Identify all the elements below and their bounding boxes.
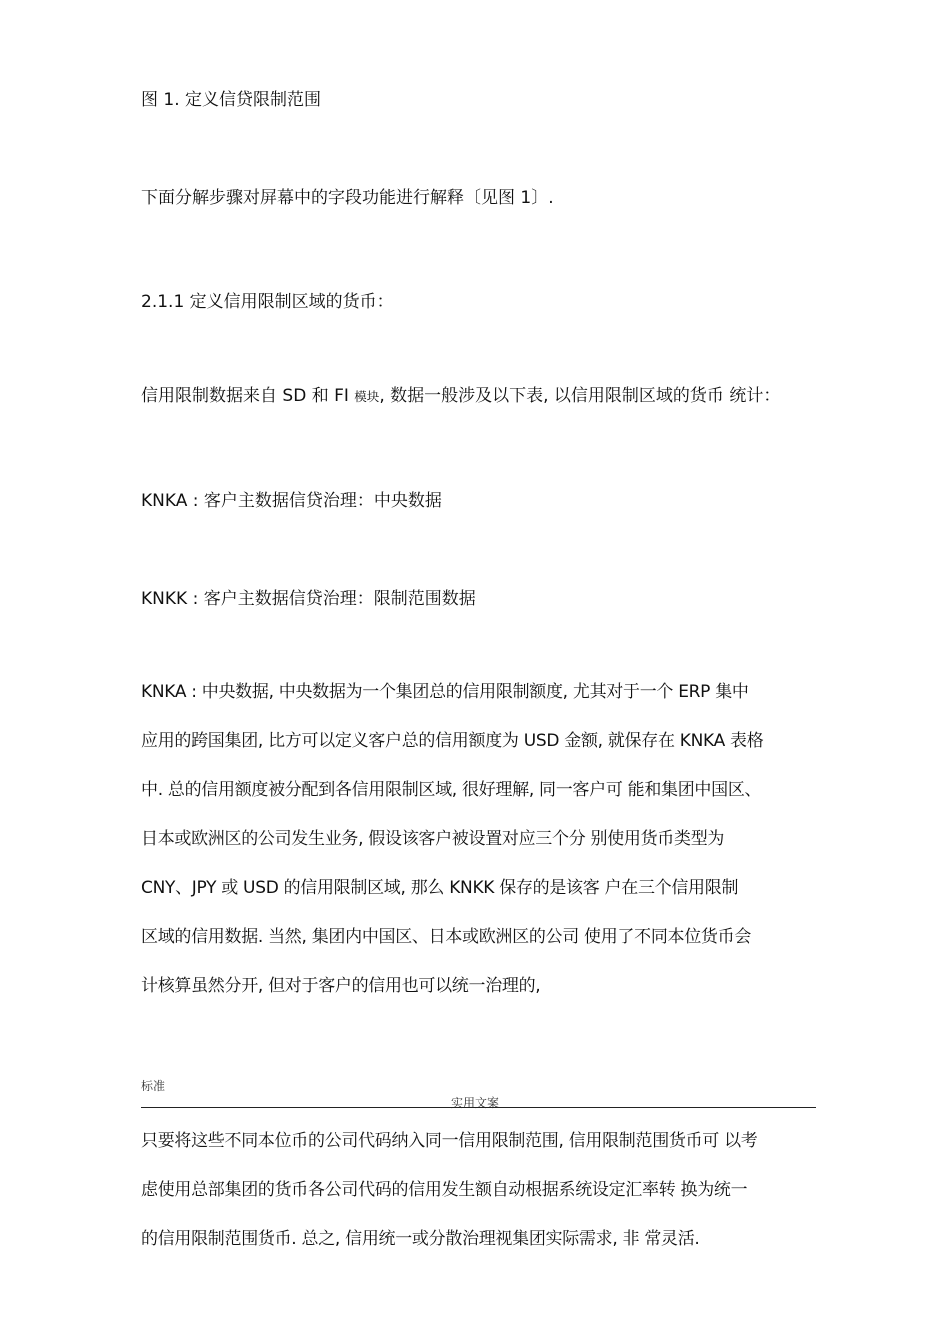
figure-caption: 图 1. 定义信贷限制范围 [141, 90, 322, 110]
knkk-definition: KNKK : 客户主数据信贷治理：限制范围数据 [141, 589, 476, 609]
section-heading: 2.1.1 定义信用限制区域的货币： [141, 292, 394, 312]
source-line-small: 模块 [354, 389, 380, 404]
paragraph-line: 计核算虽然分开, 但对于客户的信用也可以统一治理的, [141, 976, 541, 996]
paragraph-line: 日本或欧洲区的公司发生业务, 假设该客户被设置对应三个分 别使用货币类型为 [141, 829, 725, 849]
paragraph-2 [141, 1130, 816, 1277]
paragraph-line: CNY、JPY 或 USD 的信用限制区域, 那么 KNKK 保存的是该客 户在三个信用限制 [141, 878, 739, 898]
source-line [141, 385, 780, 408]
paragraph-line: 应用的跨国集团, 比方可以定义客户总的信用额度为 USD 金额, 就保存在 KNKA 表格 [141, 731, 764, 751]
footer-divider [141, 1107, 816, 1108]
paragraph-line: 的信用限制范围货币. 总之, 信用统一或分散治理视集团实际需求, 非 常灵活. [141, 1229, 700, 1249]
source-line-after: , 数据一般涉及以下表, 以信用限制区域的货币 统计： [379, 386, 781, 406]
paragraph-line: KNKA : 中央数据, 中央数据为一个集团总的信用限制额度, 尤其对于一个 ERP 集中 [141, 682, 749, 702]
paragraph-line: 中. 总的信用额度被分配到各信用限制区域, 很好理解, 同一客户可 能和集团中国区、 [141, 780, 762, 800]
paragraph-line: 虑使用总部集团的货币各公司代码的信用发生额自动根据系统设定汇率转 换为统一 [141, 1180, 748, 1200]
source-line-before: 信用限制数据来自 SD 和 FI [141, 386, 355, 406]
intro-text: 下面分解步骤对屏幕中的字段功能进行解释〔见图 1〕. [141, 188, 554, 208]
paragraph-1 [141, 681, 816, 1024]
footer-label-left: 标准 [141, 1079, 166, 1093]
knka-definition: KNKA : 客户主数据信贷治理：中央数据 [141, 491, 442, 511]
paragraph-line: 区域的信用数据. 当然, 集团内中国区、日本或欧洲区的公司 使用了不同本位货币会 [141, 927, 752, 947]
paragraph-line: 只要将这些不同本位币的公司代码纳入同一信用限制范围, 信用限制范围货币可 以考 [141, 1131, 758, 1151]
footer-label-center: 实用文案 [450, 1096, 499, 1110]
